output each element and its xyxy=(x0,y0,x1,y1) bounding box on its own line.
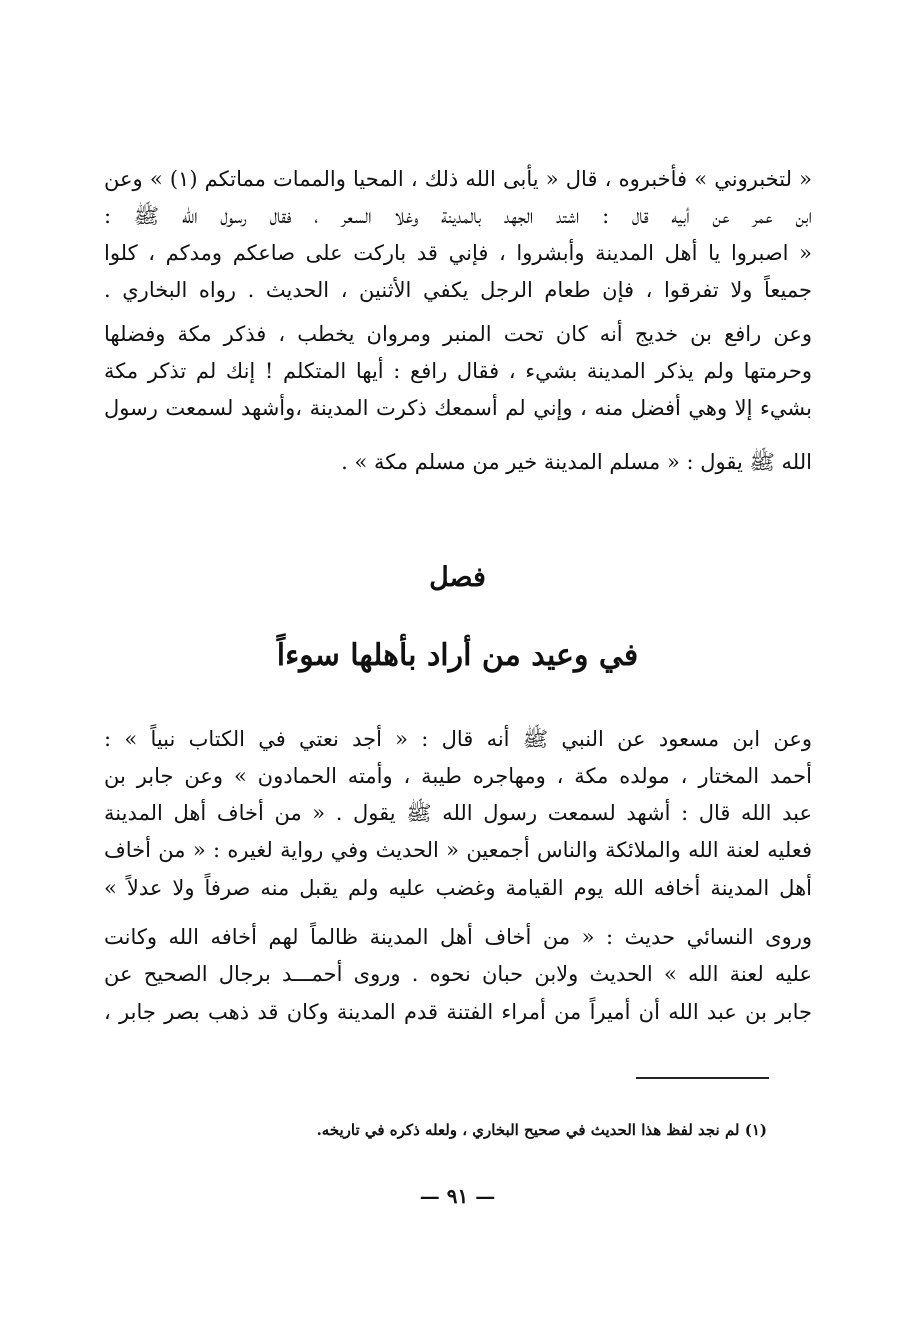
footnote-divider xyxy=(636,1077,769,1079)
section-heading: فصل xyxy=(429,562,486,593)
text-line: ابن عمر عن أبيه قال : اشتد الجهد بالمدينة وغلا السعر ، فقال رسول الله ﷺ : xyxy=(104,204,812,228)
text-line: عبد الله قال : أشهد لسمعت رسول الله ﷺ يقول . « من أخاف أهل المدينة xyxy=(104,801,812,825)
text-line: « لتخبروني » فأخبروه ، قال « يأبى الله ذلك ، المحيا والممات مماتكم (١) » وعن xyxy=(104,167,812,191)
text-line: وحرمتها ولم يذكر المدينة بشيء ، فقال رافع : أيها المتكلم ! إنك لم تذكر مكة xyxy=(104,359,812,383)
text-line: أهل المدينة أخافه الله يوم القيامة وغضب عليه ولم يقبل منه صرفاً ولا عدلاً » xyxy=(104,876,812,900)
section-subheading: في وعيد من أراد بأهلها سوءاً xyxy=(276,638,639,673)
text-line: وعن ابن مسعود عن النبي ﷺ أنه قال : « أجد نعتي في الكتاب نبياً » : xyxy=(104,727,812,751)
text-line: « اصبروا يا أهل المدينة وأبشروا ، فإني قد باركت على صاعكم ومدكم ، كلوا xyxy=(104,241,812,265)
text-line: جميعاً ولا تفرقوا ، فإن طعام الرجل يكفي الأثنين ، الحديث . رواه البخاري . xyxy=(104,278,812,302)
text-line: فعليه لعنة الله والملائكة والناس أجمعين « الحديث وفي رواية لغيره : « من أخاف xyxy=(104,838,812,862)
text-line: الله ﷺ يقول : « مسلم المدينة خير من مسلم مكة » . xyxy=(341,450,812,474)
text-line: وروى النسائي حديث : « من أخاف أهل المدينة ظالماً لهم أخافه الله وكانت xyxy=(104,925,812,949)
text-line: جابر بن عبد الله أن أميراً من أمراء الفتنة قدم المدينة وكان قد ذهب بصر جابر ، xyxy=(104,1000,812,1024)
text-line: عليه لعنة الله » الحديث ولابن حبان نحوه . وروى أحمـــد برجال الصحيح عن xyxy=(104,962,812,986)
page-number: — ٩١ — xyxy=(419,1184,496,1208)
text-line: أحمد المختار ، مولده مكة ، ومهاجره طيبة ، وأمته الحمادون » وعن جابر بن xyxy=(104,764,812,788)
footnote: (١) لم نجد لفظ هذا الحديث في صحيح البخاري ، ولعله ذكره في تاريخه. xyxy=(316,1121,767,1139)
text-line: بشيء إلا وهي أفضل منه ، وإني لم أسمعك ذكرت المدينة ،وأشهد لسمعت رسول xyxy=(104,396,812,420)
text-line: وعن رافع بن خديج أنه كان تحت المنبر ومروان يخطب ، فذكر مكة وفضلها xyxy=(104,322,812,346)
